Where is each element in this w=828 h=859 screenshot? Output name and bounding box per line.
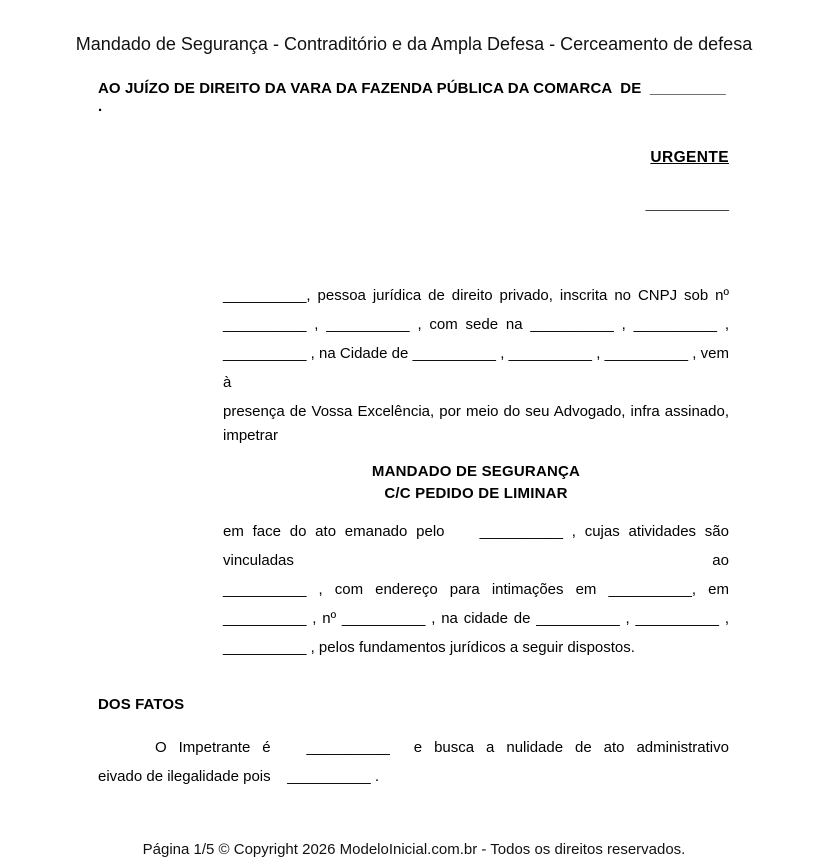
paragraph-line: impetrar xyxy=(223,427,279,444)
paragraph-line: presença de Vossa Excelência, por meio do seu Advogado, infra assinado, xyxy=(223,403,729,420)
paragraph-line: eivado de ilegalidade pois __________ . xyxy=(98,768,380,785)
reference-blank-line: __________ xyxy=(645,195,729,212)
petition-heading-line1: MANDADO DE SEGURANÇA xyxy=(371,463,581,480)
petition-heading xyxy=(223,461,729,505)
urgent-label: URGENTE xyxy=(650,149,729,166)
paragraph-line: __________, pessoa jurídica de direito privado, inscrita no CNPJ sob nº xyxy=(223,287,729,304)
paragraph-line: __________ , pelos fundamentos jurídicos a seguir dispostos. xyxy=(223,639,635,656)
paragraph-line: __________ , nº __________ , na cidade de __________ , __________ , xyxy=(223,610,729,627)
paragraph-line: __________ , com endereço para intimações em __________, em xyxy=(223,581,729,598)
petition-heading-line2: C/C PEDIDO DE LIMINAR xyxy=(384,485,568,502)
paragraph-line: O Impetrante é __________ e busca a nulidade de ato administrativo xyxy=(155,739,729,756)
section-heading-dos-fatos: DOS FATOS xyxy=(98,696,185,713)
paragraph-line: __________ , na Cidade de __________ , __________ , __________ , vem à xyxy=(223,345,734,391)
addressee-line: AO JUÍZO DE DIREITO DA VARA DA FAZENDA PÚBLICA DA COMARCA DE _________ . xyxy=(98,80,726,115)
facts-paragraph xyxy=(98,733,729,791)
paragraph-line: em face do ato emanado pelo __________ , cujas atividades são vinculadas ao xyxy=(223,523,734,569)
qualification-paragraph xyxy=(223,281,734,445)
paragraph-line: __________ , __________ , com sede na __________ , __________ , xyxy=(223,316,729,333)
respondent-paragraph xyxy=(223,517,734,662)
page-footer: Página 1/5 © Copyright 2026 ModeloInicial.com.br - Todos os direitos reservados. xyxy=(142,841,686,858)
document-title: Mandado de Segurança - Contraditório e da Ampla Defesa - Cerceamento de defesa xyxy=(75,34,753,54)
